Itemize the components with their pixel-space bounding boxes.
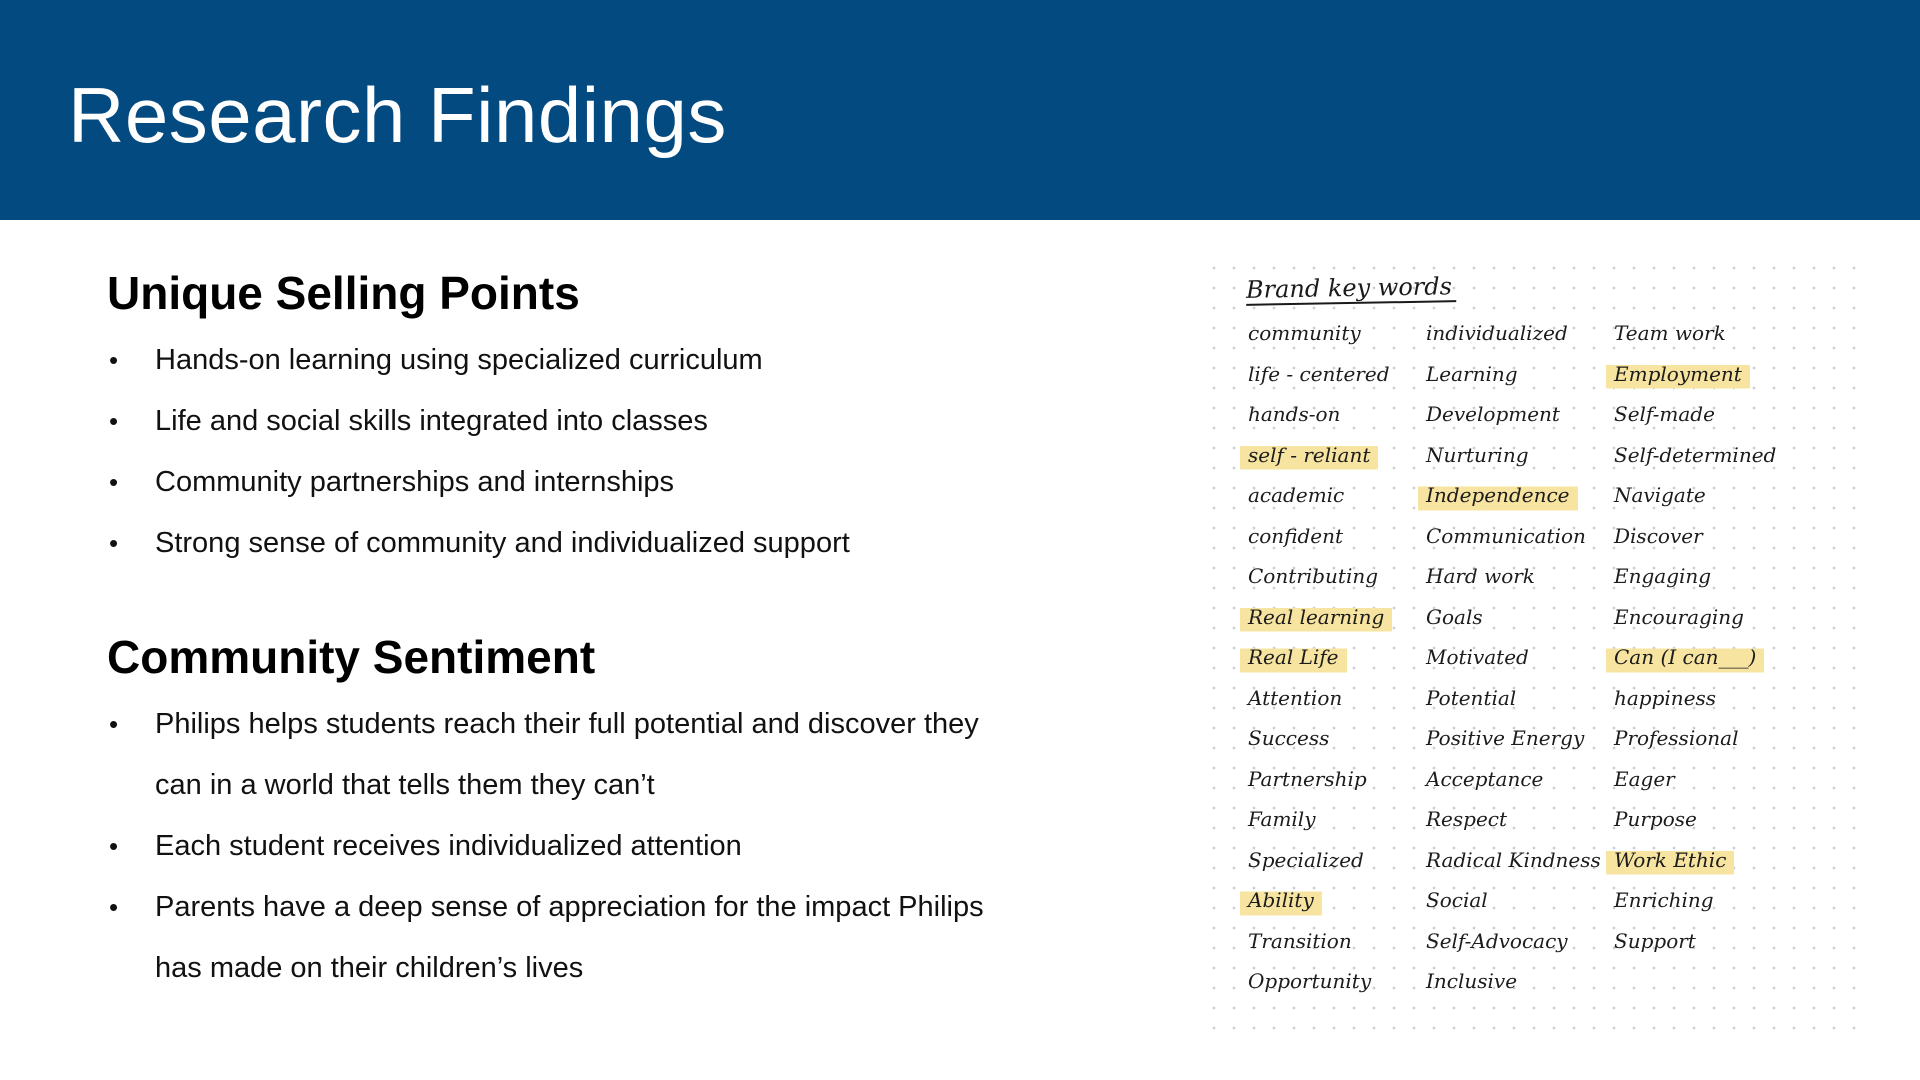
keyword-item: Independence <box>1426 475 1601 516</box>
bullet-item: • Community partnerships and internships <box>107 452 1107 513</box>
bullet-icon: • <box>109 709 119 739</box>
keyword-item: community <box>1248 321 1361 345</box>
keyword-item: Nurturing <box>1426 442 1529 467</box>
brand-keywords-notebook <box>1198 252 1862 1030</box>
keyword-item: Employment <box>1614 354 1776 395</box>
page-title: Research Findings <box>68 71 727 159</box>
bullet-icon: • <box>109 467 119 497</box>
keyword-item: Potential <box>1426 685 1517 710</box>
keyword-item: Inclusive <box>1426 969 1518 993</box>
keyword-item: Real Life <box>1248 637 1392 678</box>
keyword-column-3 <box>1614 313 1776 961</box>
keyword-item: Discover <box>1614 523 1703 548</box>
notebook-title: Brand key words <box>1246 272 1456 306</box>
bullet-continuation: has made on their children’s lives <box>155 952 584 984</box>
keyword-item: Positive Energy <box>1426 726 1585 750</box>
keyword-item: Success <box>1248 726 1330 750</box>
keyword-item: Opportunity <box>1248 969 1372 993</box>
bullet-list <box>107 330 1107 574</box>
section-unique-selling-points <box>107 262 1107 574</box>
keyword-item: Ability <box>1248 880 1392 921</box>
bullet-icon: • <box>109 406 119 436</box>
keyword-item: academic <box>1248 483 1345 507</box>
bullet-item: • Life and social skills integrated into classes <box>107 391 1107 452</box>
keyword-item: Learning <box>1426 361 1518 386</box>
section-title: Unique Selling Points <box>107 267 580 319</box>
keyword-item: Support <box>1614 928 1696 953</box>
keyword-item: Can (I can___) <box>1614 637 1776 678</box>
keyword-item: Goals <box>1426 604 1483 629</box>
keyword-item: hands-on <box>1248 402 1341 426</box>
bullet-item: • Parents have a deep sense of appreciation for the impact Philips <box>107 877 1107 938</box>
keyword-item: Real learning <box>1248 597 1392 638</box>
bullet-item: • Philips helps students reach their full potential and discover they <box>107 694 1107 755</box>
keyword-item: Professional <box>1614 726 1739 750</box>
keyword-item: Self-determined <box>1614 442 1777 467</box>
bullet-icon: • <box>109 345 119 375</box>
keyword-item: Self-Advocacy <box>1426 928 1568 953</box>
section-title: Community Sentiment <box>107 631 596 683</box>
keyword-item: Family <box>1248 807 1316 831</box>
keyword-item: Communication <box>1426 523 1586 548</box>
keyword-item: life - centered <box>1248 361 1390 386</box>
bullet-icon: • <box>109 831 119 861</box>
keyword-item: Respect <box>1426 807 1508 831</box>
keyword-column-2 <box>1426 313 1601 1002</box>
keyword-item: Contributing <box>1248 564 1379 588</box>
keyword-item: Social <box>1426 888 1488 912</box>
section-community-sentiment <box>107 626 1107 999</box>
keyword-item: Partnership <box>1248 766 1367 791</box>
keyword-item: confident <box>1248 523 1344 548</box>
header-banner <box>0 0 1920 220</box>
keyword-item: Attention <box>1248 685 1343 710</box>
bullet-list <box>107 694 1107 999</box>
keyword-item: Eager <box>1614 766 1675 791</box>
keyword-item: self - reliant <box>1248 435 1392 476</box>
keyword-column-1 <box>1248 313 1392 1002</box>
bullet-item: • Hands-on learning using specialized curriculum <box>107 330 1107 391</box>
keyword-item: Acceptance <box>1426 766 1544 791</box>
keyword-item: happiness <box>1614 685 1717 710</box>
keyword-item: Encouraging <box>1614 604 1744 629</box>
keyword-item: Purpose <box>1614 807 1697 831</box>
bullet-icon: • <box>109 528 119 558</box>
keyword-item: Team work <box>1614 321 1726 345</box>
keyword-item: Radical Kindness <box>1426 847 1601 872</box>
keyword-item: Enriching <box>1614 888 1714 912</box>
keyword-item: Motivated <box>1426 645 1529 669</box>
findings-text <box>107 262 1107 999</box>
keyword-item: Transition <box>1248 928 1352 953</box>
bullet-continuation: can in a world that tells them they can’t <box>155 769 655 801</box>
keyword-item: Specialized <box>1248 847 1364 872</box>
keyword-item: Hard work <box>1426 564 1535 588</box>
keyword-item: Work Ethic <box>1614 840 1776 881</box>
keyword-item: Development <box>1426 402 1560 426</box>
keyword-item: Engaging <box>1614 564 1712 588</box>
keyword-item: individualized <box>1426 321 1568 345</box>
bullet-item: • Strong sense of community and individualized support <box>107 513 1107 574</box>
bullet-item: • Each student receives individualized attention <box>107 816 1107 877</box>
keyword-item: Navigate <box>1614 483 1706 507</box>
bullet-icon: • <box>109 892 119 922</box>
keyword-item: Self-made <box>1614 402 1715 426</box>
